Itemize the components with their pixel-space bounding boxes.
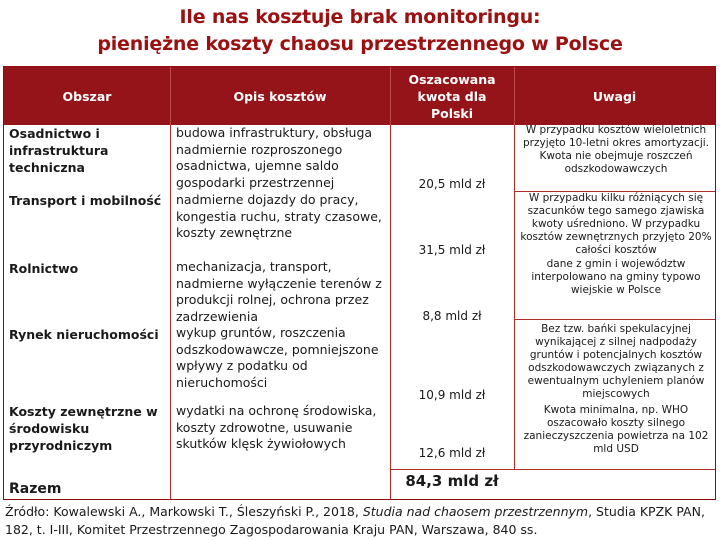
description-settlement: budowa infrastruktury, obsługa nadmiernie rozproszonego osadnictwa, ujemne saldo gospodarki przestrzennej xyxy=(176,125,373,190)
remark-minimum-amount: Kwota minimalna, np. WHO oszacowało koszty silnego zanieczyszczenia powietrza na 102 mld USD xyxy=(523,404,709,456)
row-divider xyxy=(514,319,715,320)
remark-amortization: W przypadku kosztów wieloletnich przyjęto 10-letni okres amortyzacji. Kwota nie obejmuje roszczeń odszkodowawczych xyxy=(522,124,709,176)
row-divider xyxy=(390,469,514,470)
header-area: Obszar xyxy=(62,88,112,104)
cost-table xyxy=(3,66,716,500)
source-citation xyxy=(5,503,715,539)
page-title xyxy=(0,4,720,58)
amount-real-estate: 10,9 mld zł xyxy=(418,388,486,402)
area-agriculture: Rolnictwo xyxy=(9,261,79,276)
header-remarks: Uwagi xyxy=(592,88,637,104)
amount-settlement: 20,5 mld zł xyxy=(418,177,486,191)
amount-environment: 12,6 mld zł xyxy=(418,446,486,460)
description-real-estate: wykup gruntów, roszczenia odszkodowawcze, pomniejszone wpływy z podatku od nieruchomości xyxy=(176,325,379,390)
area-real-estate: Rynek nieruchomości xyxy=(9,327,159,342)
remark-averaged-estimates: W przypadku kilku różniących się szacunków tego samego zjawiska kwoty uśredniono. W przypadku kosztów zewnętrznych przyjęto 20% całości kosztów xyxy=(520,192,712,257)
remark-speculative-bubble: Bez tzw. bańki spekulacyjnej wynikającej z silnej nadpodaży gruntów i potencjalnych kosztów odszkodowawczych związanych z ewentualnym uchyleniem planów miejscowych xyxy=(527,323,705,401)
header-description: Opis kosztów xyxy=(233,88,327,104)
total-label: Razem xyxy=(9,481,62,497)
table-header xyxy=(4,67,715,125)
row-divider xyxy=(514,469,715,470)
title-line-1: Ile nas kosztuje brak monitoringu: xyxy=(179,6,541,28)
source-suffix: , Studia KPZK PAN, 182, t. I-III, Komitet Przestrzennego Zagospodarowania Kraju PAN, Warszawa, 840 ss. xyxy=(5,504,705,537)
amount-agriculture: 8,8 mld zł xyxy=(422,309,482,323)
title-line-2: pieniężne koszty chaosu przestrzennego w Polsce xyxy=(97,33,623,55)
column-divider xyxy=(514,125,515,469)
area-environment: Koszty zewnętrzne w środowisku przyrodniczym xyxy=(9,404,158,453)
header-divider xyxy=(170,67,171,125)
header-amount: Oszacowana kwota dla Polski xyxy=(408,71,496,121)
source-title: Studia nad chaosem przestrzennym xyxy=(362,504,589,519)
amount-transport: 31,5 mld zł xyxy=(418,243,486,257)
remark-interpolation: dane z gmin i województw interpolowano na gminy typowo wiejskie w Polsce xyxy=(531,258,701,297)
header-divider xyxy=(514,67,515,125)
source-prefix: Źródło: Kowalewski A., Markowski T., Śleszyński P., 2018, xyxy=(5,504,363,519)
column-divider xyxy=(390,125,391,499)
area-settlement: Osadnictwo i infrastruktura techniczna xyxy=(9,126,109,175)
column-divider xyxy=(170,125,171,499)
description-environment: wydatki na ochronę środowiska, koszty zdrowotne, usuwanie skutków klęsk żywiołowych xyxy=(176,403,377,452)
total-amount: 84,3 mld zł xyxy=(405,472,499,490)
area-transport: Transport i mobilność xyxy=(9,193,162,208)
description-transport: nadmierne dojazdy do pracy, kongestia ruchu, straty czasowe, koszty zewnętrzne xyxy=(176,192,382,241)
description-agriculture: mechanizacja, transport, nadmierne wyłączenie terenów z produkcji rolnej, ochrona przez zadrzewienia xyxy=(176,259,382,324)
header-divider xyxy=(390,67,391,125)
